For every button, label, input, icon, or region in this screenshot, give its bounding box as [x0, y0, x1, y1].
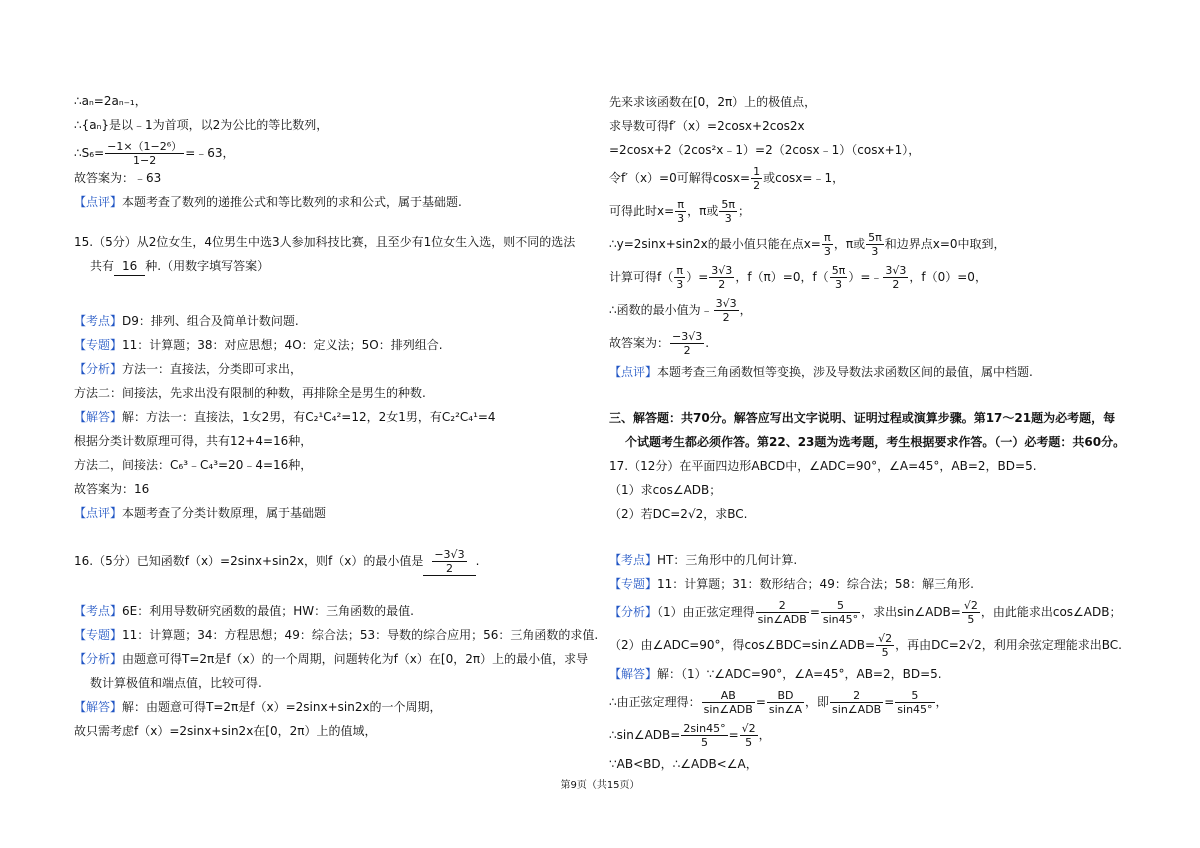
text: ；: [738, 204, 751, 218]
text-line: [609, 231, 1134, 258]
text: ）=﹣: [848, 270, 883, 284]
fraction: [962, 599, 980, 626]
text: 16.（5分）已知函数f（x）=2sinx+sin2x，则f（x）的最小值是: [74, 554, 424, 568]
fraction: [719, 198, 737, 225]
denominator: 3: [724, 212, 732, 225]
text-line: [74, 408, 594, 426]
right-column: [609, 93, 1134, 771]
fraction: [830, 689, 883, 716]
text-line: [74, 336, 594, 354]
text-line: 先来求该函数在[0，2π）上的极值点，: [609, 95, 817, 109]
text-line: [609, 165, 1134, 192]
text-line: [74, 602, 594, 620]
text: 6E：利用导数研究函数的最值；HW：三角函数的最值.: [122, 604, 414, 618]
fraction: [670, 330, 704, 357]
solution-tag: 【解答】: [74, 700, 123, 714]
topic-tag: 【专题】: [74, 628, 123, 642]
point-tag: 【考点】: [74, 604, 123, 618]
denominator: 5: [881, 646, 889, 659]
text: 由题意可得T=2π是f（x）的一个周期，问题转化为f（x）在[0，2π）上的最小值，求导: [122, 652, 589, 666]
denominator: 2: [445, 562, 453, 575]
numerator: 5: [895, 689, 934, 703]
numerator: −3√3: [672, 330, 703, 343]
text-line: [609, 363, 1134, 381]
text-line: 方法二，间接法：C₆³﹣C₄³=20﹣4=16种，: [74, 458, 313, 472]
fraction: [751, 165, 762, 192]
numerator: √2: [963, 599, 978, 612]
comment-tag: 【点评】: [74, 506, 123, 520]
text: ，再由DC=2√2，利用余弦定理能求出BC.: [895, 638, 1122, 652]
denominator: 5: [745, 736, 753, 749]
text: 解：（1）∵∠ADC=90°，∠A=45°，AB=2，BD=5.: [657, 667, 942, 681]
text-line: [609, 297, 1134, 324]
point-tag: 【考点】: [609, 553, 658, 567]
numerator: 5π: [721, 198, 736, 211]
text: ，即: [805, 695, 830, 709]
topic-tag: 【专题】: [609, 577, 658, 591]
text: 11：计算题；38：对应思想；4O：定义法；5O：排列组合.: [122, 338, 443, 352]
numerator: 5π: [868, 231, 882, 244]
analysis-tag: 【分析】: [74, 652, 123, 666]
text-line: 方法二：间接法，先求出没有限制的种数，再排除全是男生的种数.: [74, 386, 426, 400]
numerator: 3√3: [885, 264, 907, 277]
text: （2）由∠ADC=90°，得cos∠BDC=sin∠ADB=: [609, 638, 876, 652]
numerator: 5π: [831, 264, 846, 277]
fraction: [675, 198, 686, 225]
solution-tag: 【解答】: [74, 410, 123, 424]
analysis-tag: 【分析】: [74, 362, 123, 376]
text: ，: [739, 303, 752, 317]
section-heading-cont: 个试题考生都必须作答。第22、23题为选考题，考生根据要求作答。（一）必考题：共60分。: [625, 435, 1126, 449]
text-line: [74, 193, 594, 211]
text: 本题考查了数列的递推公式和等比数列的求和公式，属于基础题.: [122, 195, 462, 209]
text: 共有: [90, 259, 115, 273]
denominator: 2: [892, 278, 900, 291]
fraction: [830, 264, 848, 291]
text: =: [728, 728, 739, 742]
text: ，π或: [687, 204, 719, 218]
text: ，π或: [833, 237, 866, 251]
denominator: 2: [718, 278, 726, 291]
text: 计算可得f（: [609, 270, 674, 284]
topic-tag: 【专题】: [74, 338, 123, 352]
solution-tag: 【解答】: [609, 667, 658, 681]
fraction: [883, 264, 908, 291]
text: 解：方法一：直接法，1女2男，有C₂¹C₄²=12，2女1男，有C₂²C₄¹=4: [122, 410, 496, 424]
numerator: BD: [767, 689, 804, 703]
numerator: 3√3: [715, 297, 737, 310]
fraction: [702, 689, 755, 716]
numerator: 1: [753, 165, 761, 178]
text-line: 故答案为：16: [74, 482, 150, 496]
denominator: sin∠ADB: [703, 703, 753, 716]
text-line: [609, 264, 1134, 291]
text-line: [74, 626, 599, 644]
fraction: [432, 548, 466, 575]
denominator: sin∠ADB: [757, 613, 807, 626]
text-line: =2cosx+2（2cos²x﹣1）=2（2cosx﹣1）（cosx+1），: [609, 143, 921, 157]
fraction: [822, 231, 833, 258]
text-line: [609, 599, 1134, 626]
question-17: 17.（12分）在平面四边形ABCD中，∠ADC=90°，∠A=45°，AB=2，BD=5.: [609, 459, 1037, 473]
text-line: 故只需考虑f（x）=2sinx+sin2x在[0，2π）上的值域，: [74, 724, 377, 738]
text: 可得此时x=: [609, 204, 675, 218]
denominator: 3: [676, 278, 684, 291]
denominator: sin45°: [897, 703, 933, 716]
text-line: [609, 665, 1134, 683]
text: 解：由题意可得T=2π是f（x）=2sinx+sin2x的一个周期，: [122, 700, 442, 714]
comment-tag: 【点评】: [74, 195, 123, 209]
fraction: [709, 264, 734, 291]
text: 本题考查三角函数恒等变换，涉及导数法求函数区间的最值，属中档题.: [657, 365, 1033, 379]
fraction: [866, 231, 884, 258]
text-line: 求导数可得f′（x）=2cosx+2cos2x: [609, 119, 805, 133]
fraction: [876, 632, 894, 659]
denominator: 5: [700, 736, 708, 749]
comment-tag: 【点评】: [609, 365, 658, 379]
text: ）=: [686, 270, 709, 284]
text: D9：排列、组合及简单计数问题.: [122, 314, 299, 328]
text: 方法一：直接法，分类即可求出，: [122, 362, 303, 376]
denominator: 2: [683, 344, 691, 357]
text-line: 故答案为：﹣63: [74, 171, 162, 185]
answer-blank: 16: [114, 257, 145, 276]
text: 故答案为：: [609, 336, 670, 350]
text-line: [609, 722, 1134, 749]
text: ，f（π）=0，f（: [735, 270, 829, 284]
text-line: ∴{aₙ}是以﹣1为首项，以2为公比的等比数列，: [74, 118, 329, 132]
denominator: 3: [835, 278, 842, 291]
fraction: [756, 599, 809, 626]
numerator: 3√3: [711, 264, 733, 277]
denominator: sin∠A: [768, 703, 803, 716]
text: .: [705, 336, 710, 350]
text: ，由此能求出cos∠ADB；: [980, 605, 1122, 619]
denominator: 5: [967, 613, 975, 626]
text: =﹣63，: [185, 146, 235, 160]
text: .: [475, 554, 480, 568]
text-line: [74, 504, 594, 522]
denominator: 3: [823, 245, 831, 258]
text: ，求出sin∠ADB=: [861, 605, 961, 619]
point-tag: 【考点】: [74, 314, 123, 328]
fraction: [895, 689, 934, 716]
text: （1）由正弦定理得: [657, 605, 755, 619]
section-heading: 三、解答题：共70分。解答应写出文字说明、证明过程或演算步骤。第17～21题为必考题，每: [609, 411, 1116, 425]
denominator: 3: [871, 245, 879, 258]
text: 11：计算题；31：数形结合；49：综合法；58：解三角形.: [657, 577, 974, 591]
fraction: [674, 264, 685, 291]
text-line: [74, 360, 594, 378]
text: ，: [935, 695, 948, 709]
question-16: [74, 548, 594, 576]
text: ，: [758, 728, 771, 742]
analysis-tag: 【分析】: [609, 605, 658, 619]
question-15-cont: [74, 257, 594, 276]
text: =: [809, 605, 820, 619]
text: ∴sin∠ADB=: [609, 728, 681, 742]
numerator: π: [674, 264, 685, 278]
denominator: 1−2: [133, 154, 157, 167]
text: 11：计算题；34：方程思想；49：综合法；53：导数的综合应用；56：三角函数的求值.: [122, 628, 599, 642]
text-line: ∵AB<BD，∴∠ADB<∠A，: [609, 757, 758, 771]
text: 本题考查了分类计数原理，属于基础题: [122, 506, 327, 520]
numerator: 2: [756, 599, 809, 613]
question-15: 15.（5分）从2位女生，4位男生中选3人参加科技比赛，且至少有1位女生入选，则不同的选法: [74, 235, 576, 249]
left-column: [74, 92, 599, 738]
text-line: （2）若DC=2√2，求BC.: [609, 507, 748, 521]
numerator: −1×（1−2⁶）: [107, 140, 183, 153]
text-line: [74, 312, 594, 330]
text: 种.（用数字填写答案）: [145, 259, 270, 273]
text-line: [74, 698, 594, 716]
text-line: [609, 330, 1134, 357]
text-line: [74, 650, 594, 668]
text-line: ∴aₙ=2aₙ₋₁，: [74, 94, 147, 108]
numerator: −3√3: [434, 548, 465, 561]
denominator: sin45°: [822, 613, 859, 626]
numerator: √2: [878, 632, 893, 645]
text: 或cosx=﹣1，: [763, 171, 845, 185]
denominator: sin∠ADB: [832, 703, 882, 716]
fraction: [105, 140, 184, 167]
answer-blank: [423, 548, 475, 576]
numerator: 2sin45°: [683, 722, 726, 735]
fraction: [767, 689, 804, 716]
text-line: [609, 689, 1134, 716]
text-line: （1）求cos∠ADB；: [609, 483, 722, 497]
denominator: 3: [677, 212, 685, 225]
fraction: [821, 599, 860, 626]
text: ∴由正弦定理得：: [609, 695, 701, 709]
text: ∴y=2sinx+sin2x的最小值只能在点x=: [609, 237, 821, 251]
text-line: 数计算极值和端点值，比较可得.: [90, 676, 262, 690]
text-line: [609, 198, 1134, 225]
fraction: [740, 722, 758, 749]
denominator: 2: [753, 179, 761, 192]
text-line: 根据分类计数原理可得，共有12+4=16种，: [74, 434, 313, 448]
numerator: π: [822, 231, 833, 245]
fraction: [714, 297, 739, 324]
fraction: [681, 722, 727, 749]
text: 和边界点x=0中取到，: [884, 237, 1006, 251]
text: =: [755, 695, 766, 709]
numerator: π: [675, 198, 686, 212]
text-line: [609, 575, 1134, 593]
text-line: [609, 551, 1134, 569]
text: 令f′（x）=0可解得cosx=: [609, 171, 751, 185]
page-footer: 第9页（共15页）: [560, 780, 640, 791]
text: =: [884, 695, 895, 709]
text: ∴S₆=: [74, 146, 105, 160]
numerator: √2: [741, 722, 756, 735]
numerator: 2: [830, 689, 883, 703]
text-line: [74, 140, 594, 167]
denominator: 2: [722, 311, 730, 324]
text: HT：三角形中的几何计算.: [657, 553, 798, 567]
text: ∴函数的最小值为﹣: [609, 303, 713, 317]
numerator: AB: [702, 689, 755, 703]
text: ，f（0）=0，: [909, 270, 987, 284]
numerator: 5: [821, 599, 860, 613]
text-line: [609, 632, 1134, 659]
